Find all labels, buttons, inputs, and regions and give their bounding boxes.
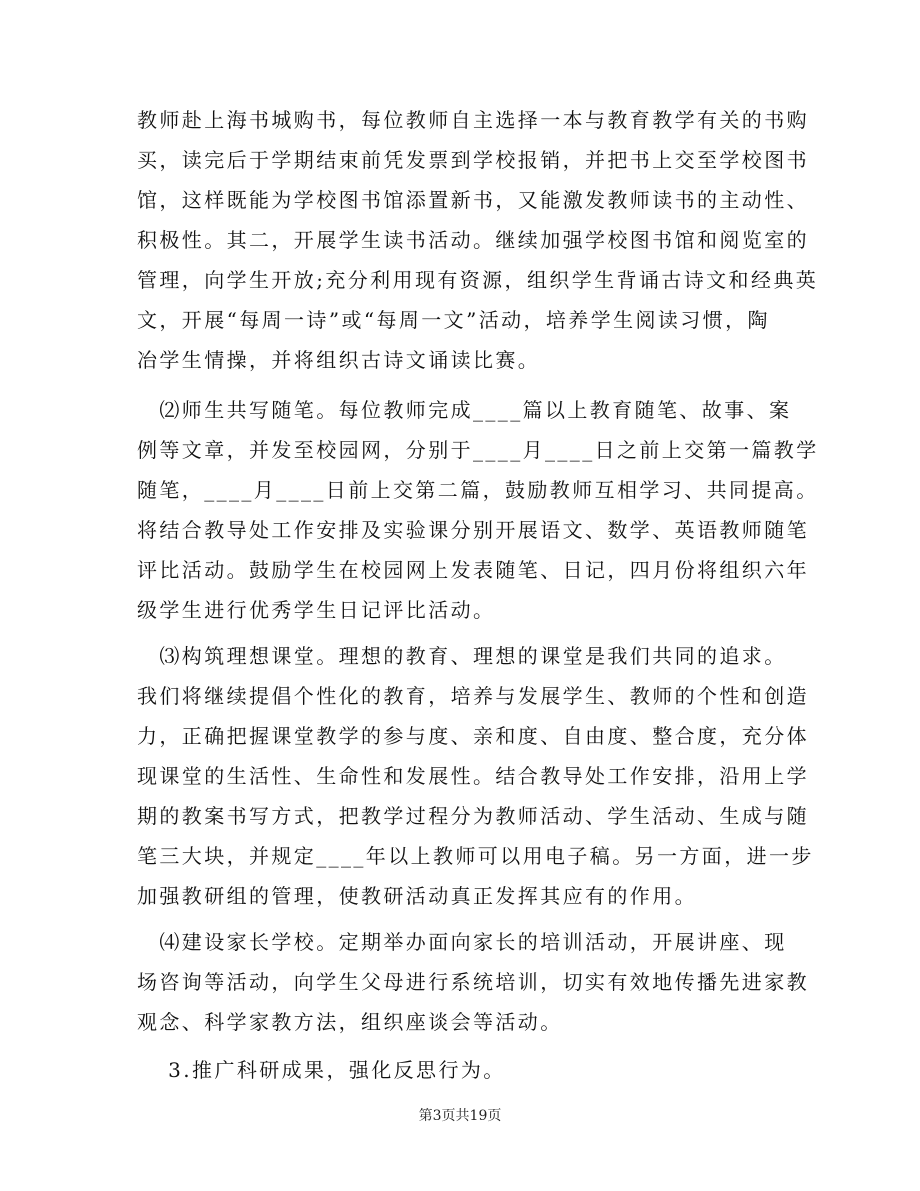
text-line: 教师赴上海书城购书，每位教师自主选择一本与教育教学有关的书购 [137,108,809,132]
text-line: 文，开展“每周一诗”或“每周一文”活动，培养学生阅读习惯，陶 [137,308,770,332]
text-line: 积极性。其二，开展学生读书活动。继续加强学校图书馆和阅览室的 [137,228,809,252]
text-line: 我们将继续提倡个性化的教育，培养与发展学生、教师的个性和创造 [137,684,809,708]
text-line: 评比活动。鼓励学生在校园网上发表随笔、日记，四月份将组织六年 [137,558,809,582]
text-line: 冶学生情操，并将组织古诗文诵读比赛。 [137,348,541,372]
text-line: 力，正确把握课堂教学的参与度、亲和度、自由度、整合度，充分体 [137,724,809,748]
text-line: 管理，向学生开放;充分利用现有资源，组织学生背诵古诗文和经典英 [137,268,819,292]
section-heading: 3.推广科研成果，强化反思行为。 [137,1058,506,1082]
text-line: 随笔，____月____日前上交第二篇，鼓励教师互相学习、共同提高。 [137,478,819,502]
text-line: 笔三大块，并规定____年以上教师可以用电子稿。另一方面，进一步 [137,844,814,868]
text-line: 现课堂的生活性、生命性和发展性。结合教导处工作安排，沿用上学 [137,764,809,788]
text-line: ⑵师生共写随笔。每位教师完成____篇以上教育随笔、故事、案 [137,398,792,422]
text-line: ⑷建设家长学校。定期举办面向家长的培训活动，开展讲座、现 [137,930,787,954]
text-line: 观念、科学家教方法，组织座谈会等活动。 [137,1010,563,1034]
text-line: 买，读完后于学期结束前凭发票到学校报销，并把书上交至学校图书 [137,148,809,172]
text-line: 期的教案书写方式，把教学过程分为教师活动、学生活动、生成与随 [137,804,809,828]
text-line: 例等文章，并发至校园网，分别于____月____日之前上交第一篇教学 [137,438,819,462]
text-line: 将结合教导处工作安排及实验课分别开展语文、数学、英语教师随笔 [137,518,809,542]
text-line: 场咨询等活动，向学生父母进行系统培训，切实有效地传播先进家教 [137,970,809,994]
text-line: 级学生进行优秀学生日记评比活动。 [137,598,496,622]
text-line: ⑶构筑理想课堂。理想的教育、理想的课堂是我们共同的追求。 [137,644,787,668]
page-number: 第3页共19页 [418,1108,502,1124]
text-line: 馆，这样既能为学校图书馆添置新书，又能激发教师读书的主动性、 [137,188,809,212]
text-line: 加强教研组的管理，使教研活动真正发挥其应有的作用。 [137,884,697,908]
